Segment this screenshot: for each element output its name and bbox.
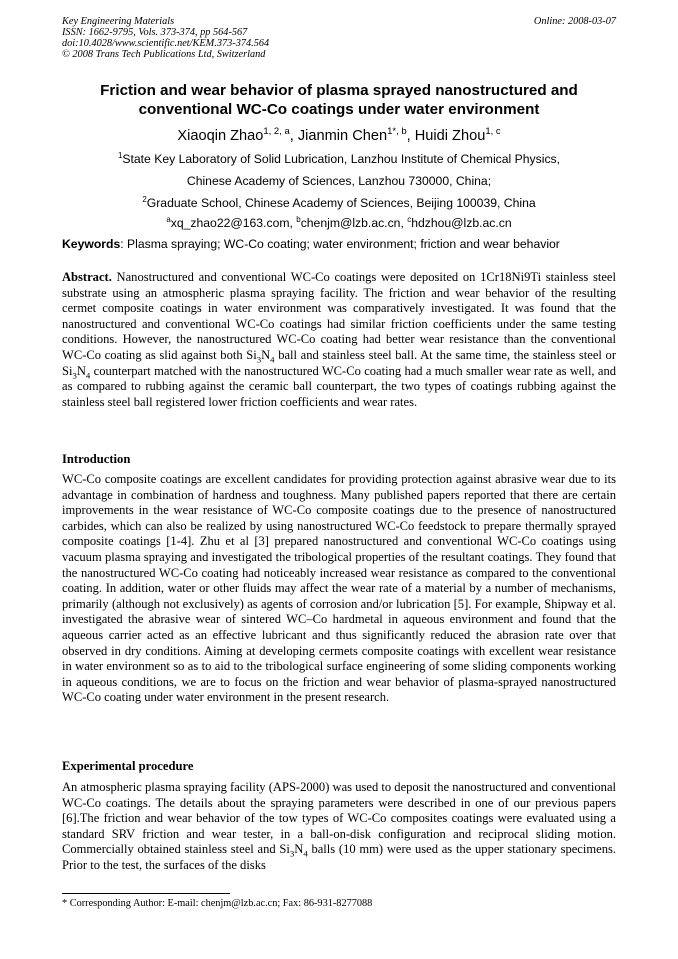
journal-header (62, 16, 616, 60)
abstract-text: N (261, 347, 271, 362)
email-link[interactable]: chenjm@lzb.ac.cn, (300, 216, 408, 230)
abstract-label: Abstract. (62, 270, 112, 284)
affiliation-1 (62, 152, 616, 166)
subscript: 4 (303, 848, 308, 859)
experimental-body (62, 780, 616, 874)
subscript: 3 (256, 354, 262, 365)
introduction-body (62, 472, 616, 706)
subscript: 3 (72, 370, 77, 381)
email-link[interactable]: hdzhou@lzb.ac.cn (411, 216, 512, 230)
author-affil-mark: 1, c (485, 125, 501, 137)
abstract-text: ball and stainless steel ball. At the same time, the stainless steel or Si (62, 347, 617, 378)
subscript: 4 (270, 354, 275, 365)
doi-link[interactable]: doi:10.4028/www.scientific.net/KEM.373-374.564 (62, 38, 270, 49)
footnote-text: Corresponding Author: E-mail: chenjm@lzb.ac.cn; Fax: 86-931-8277088 (67, 898, 373, 909)
author-separator: , (289, 128, 298, 144)
paper-title: Friction and wear behavior of plasma sprayed nanostructured and conventional WC-Co coatings under water environment (100, 82, 578, 118)
section-heading-experimental: Experimental procedure (62, 759, 194, 773)
abstract-text: N (76, 363, 86, 378)
copyright-line: © 2008 Trans Tech Publications Ltd, Switzerland (62, 49, 266, 60)
footnote (62, 897, 616, 910)
abstract (62, 270, 616, 410)
abstract-text: counterpart matched with the nanostructured WC-Co coating had a much smaller wear rate as well, and as compared to rubbing against the ceramic ball counterpart, the two types of coatings rubbing against the stainless steel ball registered lower friction coefficients and wear rates. (62, 363, 616, 409)
journal-name: Key Engineering Materials (62, 16, 175, 27)
experimental-text: balls (10 mm) were used as the upper stationary specimens. Prior to the test, the surfaces of the disks (62, 842, 616, 872)
affil-number: 1 (117, 150, 123, 160)
experimental-text: N (294, 842, 304, 857)
email-mark: c (407, 214, 412, 224)
author-name: Xiaoqin Zhao (177, 128, 264, 144)
email-link[interactable]: xq_zhao22@163.com, (170, 216, 297, 230)
experimental-text: An atmospheric plasma spraying facility (APS-2000) was used to deposit the nanostructured and conventional WC-Co coatings. The details about the spraying parameters were described in one of our previous papers [6].The friction and wear behavior of the tow types of WC-Co composites coatings were evaluated using a standard SRV friction and wear tester, in a ball-on-disk configuration and reciprocal sliding motion. Commercially obtained stainless steel and Si (62, 780, 616, 857)
affiliation-2 (62, 196, 616, 210)
author-list (62, 127, 616, 145)
email-mark: a (166, 214, 171, 224)
affil-text: Graduate School, Chinese Academy of Sciences, Beijing 100039, China (146, 196, 536, 210)
abstract-text: Nanostructured and conventional WC-Co coatings were deposited on 1Cr18Ni9Ti stainless steel substrate using an atmospheric plasma spraying facility. The friction and wear behavior of the resulting cermet composite coatings in water environment was comparatively investigated. It was found that the nanostructured and conventional WC-Co coatings had similar friction coefficients under the same testing conditions. However, the nanostructured WC-Co coating had better wear resistance than the conventional WC-Co coating as slid against both Si (62, 270, 616, 362)
author-name: Jianmin Chen (297, 128, 388, 144)
introduction-paragraph: WC-Co composite coatings are excellent candidates for providing protection against abrasive wear due to its advantage in combination of hardness and toughness. Many published papers reported that there are certain improvements in the wear resistance of WC-Co composite coatings due to the presence of nanostructured carbides, which can also be realized by using nanostructured WC-Co feedstock to prepare thermally sprayed composite coatings [1-4]. Zhu et al [3] prepared nanostructured and conventional WC-Co coatings using vacuum plasma spraying and investigated the tribological properties of the resultant coatings. They found that the nanostructured WC-Co coating had noticeably increased wear resistance as compared to the conventional coating. In addition, water or other fluids may affect the wear rate of a material by a number of mechanisms, primarily (although not exclusively) as agents of corrosion and/or lubrication [5]. For example, Shipway et al. investigated the abrasive wear of sintered WC–Co hardmetal in aqueous environment and found that the aqueous carrier acted as an effective lubricant and thus significantly reduced the abrasion rate over that observed in dry conditions. Aiming at developing cermets composite coatings with excellent wear resistance in water environment so as to aid to the tribological surface engineering of some sliding components working in aqueous conditions, we are to focus on the friction and wear behavior of plasma-sprayed nanostructured WC-Co coating under water environment in the present research. (62, 472, 616, 705)
author-name: Huidi Zhou (414, 128, 486, 144)
footnote-star: * (62, 898, 68, 909)
affil-number: 2 (142, 194, 147, 204)
subscript: 3 (289, 848, 295, 859)
email-line (62, 216, 616, 230)
section-heading-introduction: Introduction (62, 452, 131, 466)
subscript: 4 (85, 370, 91, 381)
affil-text: State Key Laboratory of Solid Lubrication, Lanzhou Institute of Chemical Physics, (122, 152, 561, 166)
footnote-divider (62, 893, 230, 894)
issn-line: ISSN: 1662-9795, Vols. 373-374, pp 564-567 (62, 27, 248, 38)
author-affil-mark: 1, 2, a (263, 125, 290, 137)
author-affil-mark: 1*, b (387, 125, 407, 137)
keywords (62, 237, 616, 251)
author-separator: , (406, 128, 415, 144)
affiliation-1-cont: Chinese Academy of Sciences, Lanzhou 730000, China; (186, 174, 492, 188)
email-mark: b (296, 214, 301, 224)
online-date: Online: 2008-03-07 (533, 16, 616, 27)
keywords-label: Keywords (62, 237, 121, 251)
keywords-text: : Plasma spraying; WC-Co coating; water environment; friction and wear behavior (120, 237, 560, 251)
